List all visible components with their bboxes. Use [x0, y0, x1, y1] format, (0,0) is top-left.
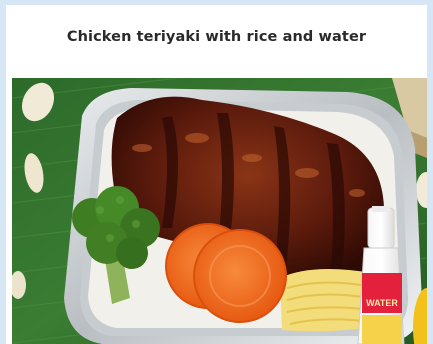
meal-photo-icon — [12, 78, 427, 344]
meal-title: Chicken teriyaki with rice and water — [66, 29, 367, 45]
meal-photo — [12, 78, 427, 344]
meal-card — [6, 5, 427, 344]
svg-text:WATER: WATER — [366, 298, 398, 308]
